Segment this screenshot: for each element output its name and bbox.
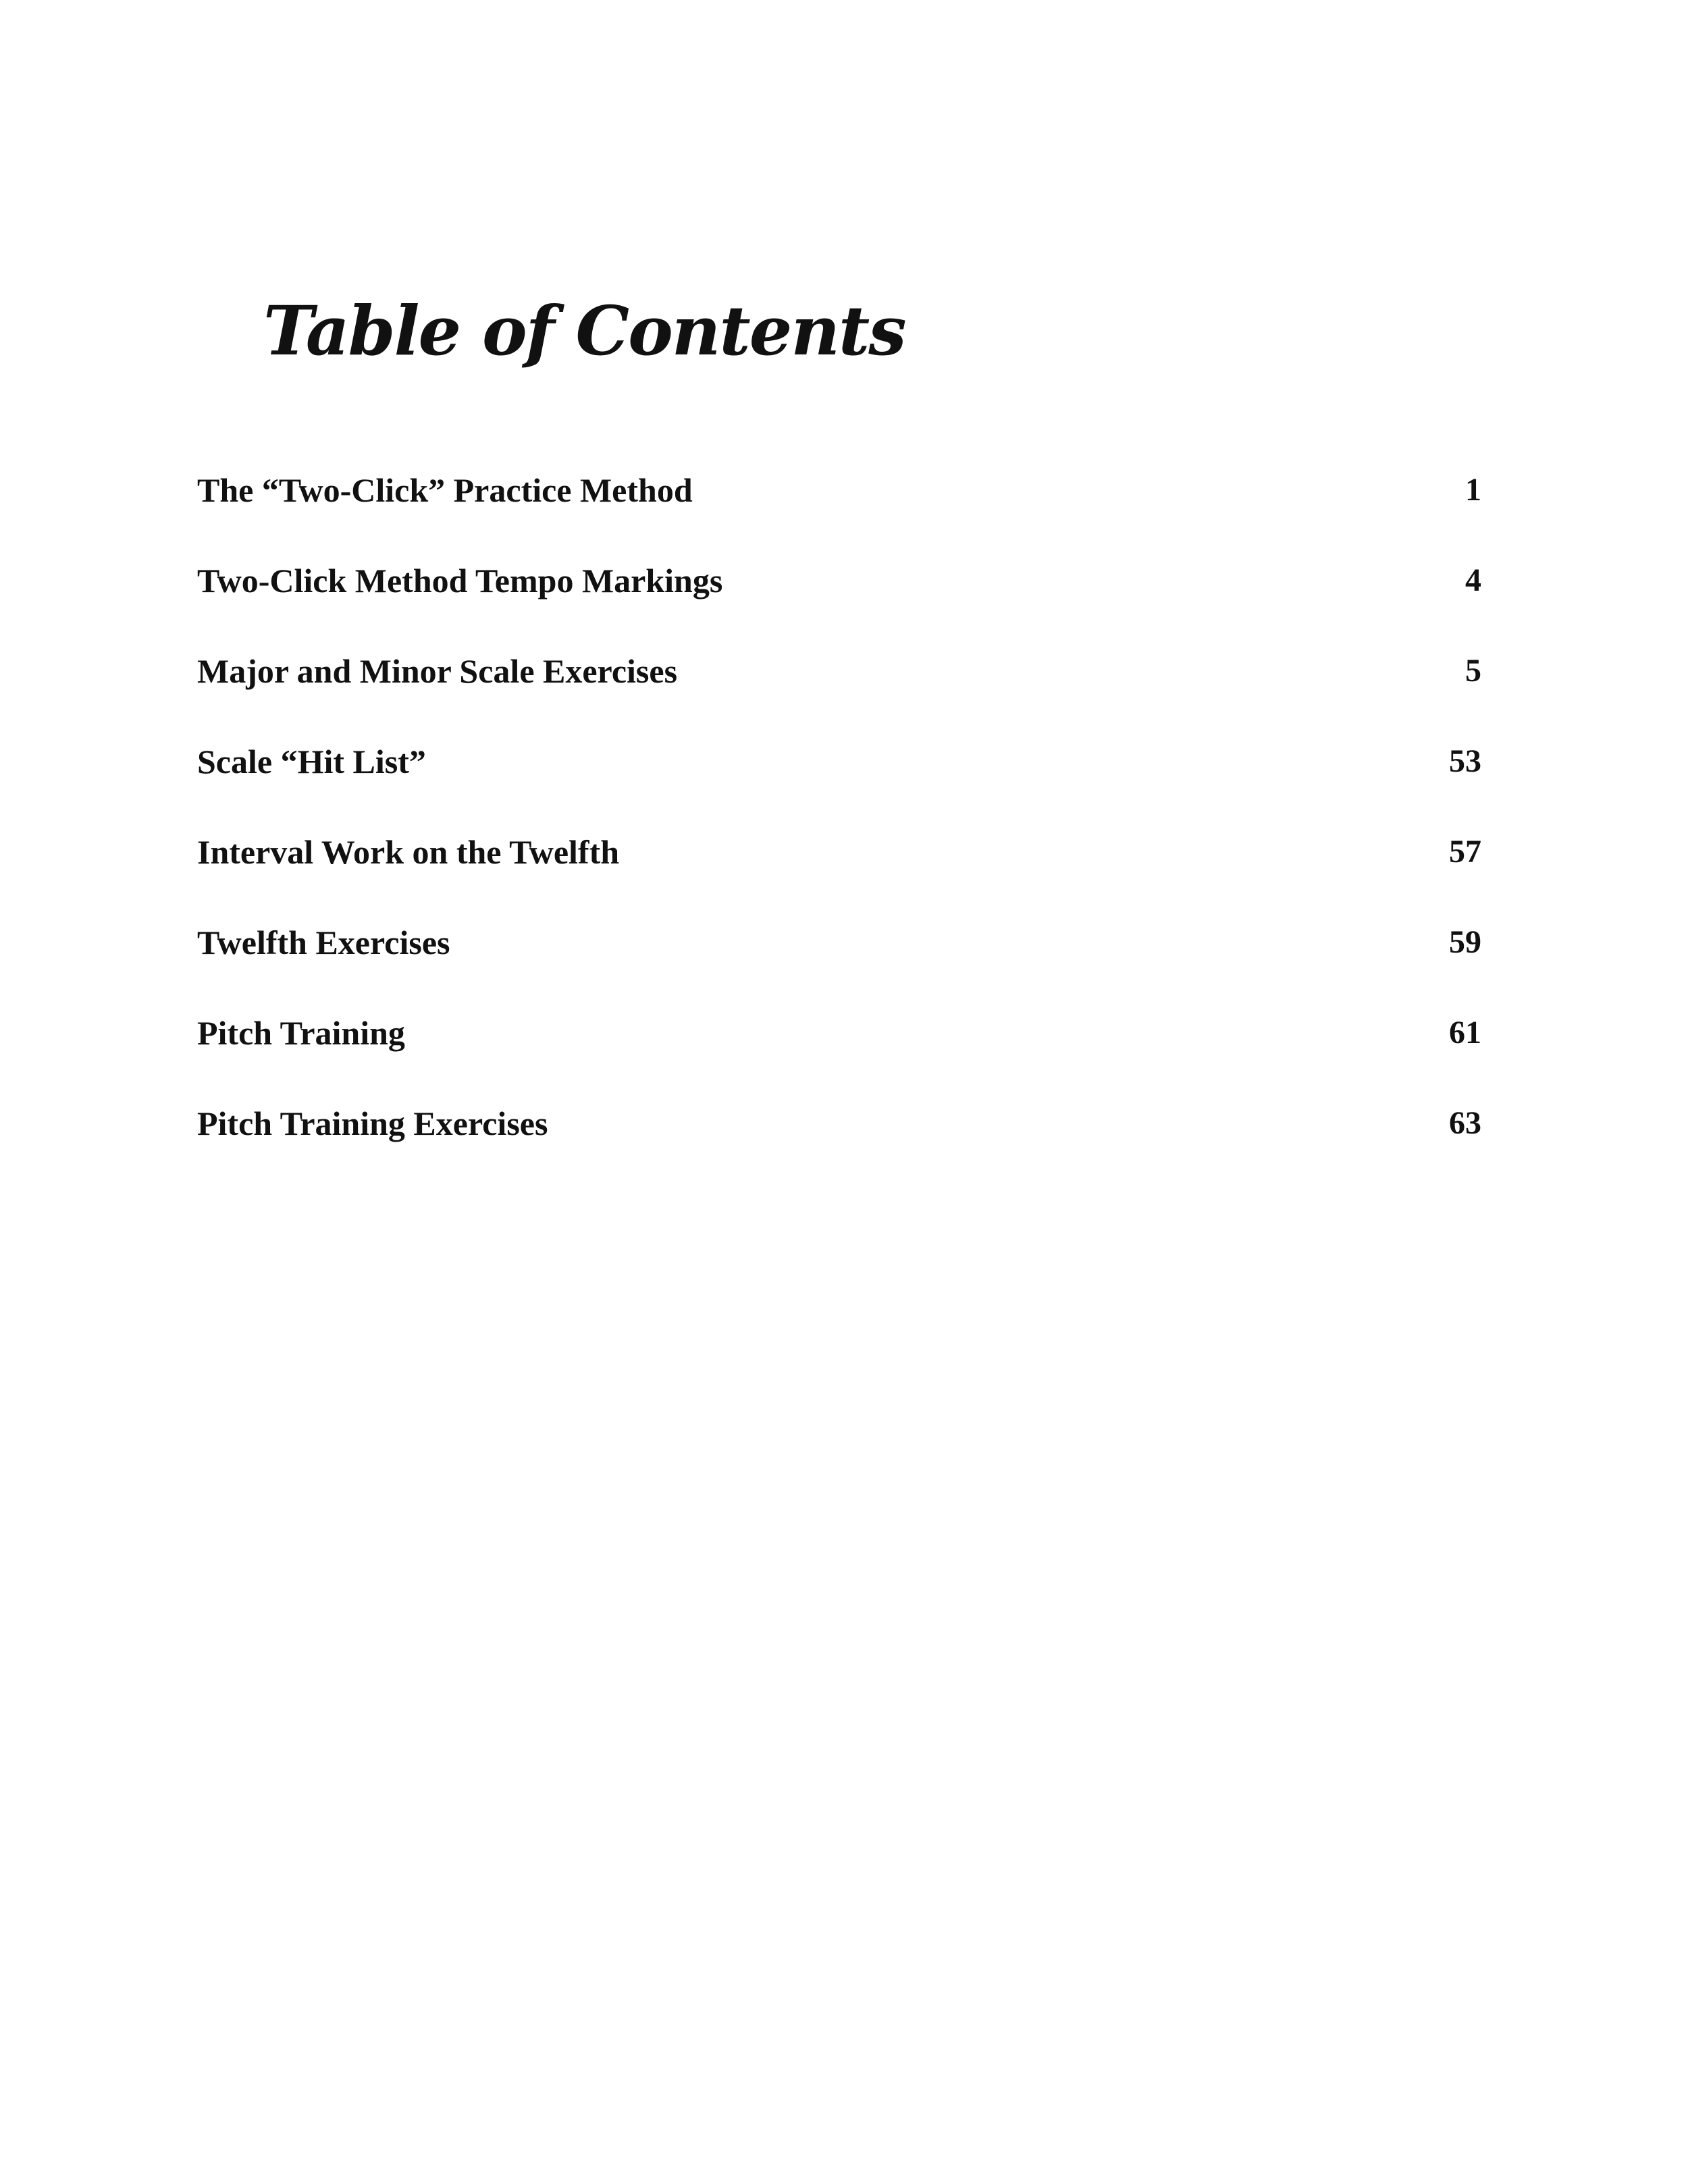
toc-entry-page: 61	[1449, 1015, 1481, 1050]
toc-entry[interactable]	[197, 641, 1481, 731]
toc-entry[interactable]	[197, 460, 1481, 550]
toc-entry-page: 57	[1449, 834, 1481, 870]
toc-entry-page: 53	[1449, 743, 1481, 779]
toc-list	[197, 460, 1481, 1183]
toc-entry-page: 63	[1449, 1105, 1481, 1141]
toc-entry[interactable]	[197, 822, 1481, 912]
toc-entry-page: 1	[1465, 472, 1481, 508]
toc-entry-label: Pitch Training	[197, 1014, 405, 1052]
toc-entry-label: The “Two-Click” Practice Method	[197, 471, 693, 509]
page-title: Table of Contents	[263, 291, 905, 371]
toc-entry-page: 4	[1465, 562, 1481, 598]
toc-entry-page: 5	[1465, 653, 1481, 689]
toc-entry-label: Two-Click Method Tempo Markings	[197, 562, 723, 600]
toc-entry-label: Pitch Training Exercises	[197, 1104, 548, 1142]
toc-entry-label: Scale “Hit List”	[197, 743, 426, 780]
toc-entry-label: Twelfth Exercises	[197, 924, 450, 961]
toc-entry[interactable]	[197, 912, 1481, 1003]
toc-entry[interactable]	[197, 550, 1481, 641]
toc-entry[interactable]	[197, 1003, 1481, 1093]
toc-entry[interactable]	[197, 731, 1481, 822]
toc-entry[interactable]	[197, 1093, 1481, 1183]
toc-entry-page: 59	[1449, 924, 1481, 960]
toc-entry-label: Major and Minor Scale Exercises	[197, 652, 678, 690]
toc-entry-label: Interval Work on the Twelfth	[197, 833, 620, 871]
